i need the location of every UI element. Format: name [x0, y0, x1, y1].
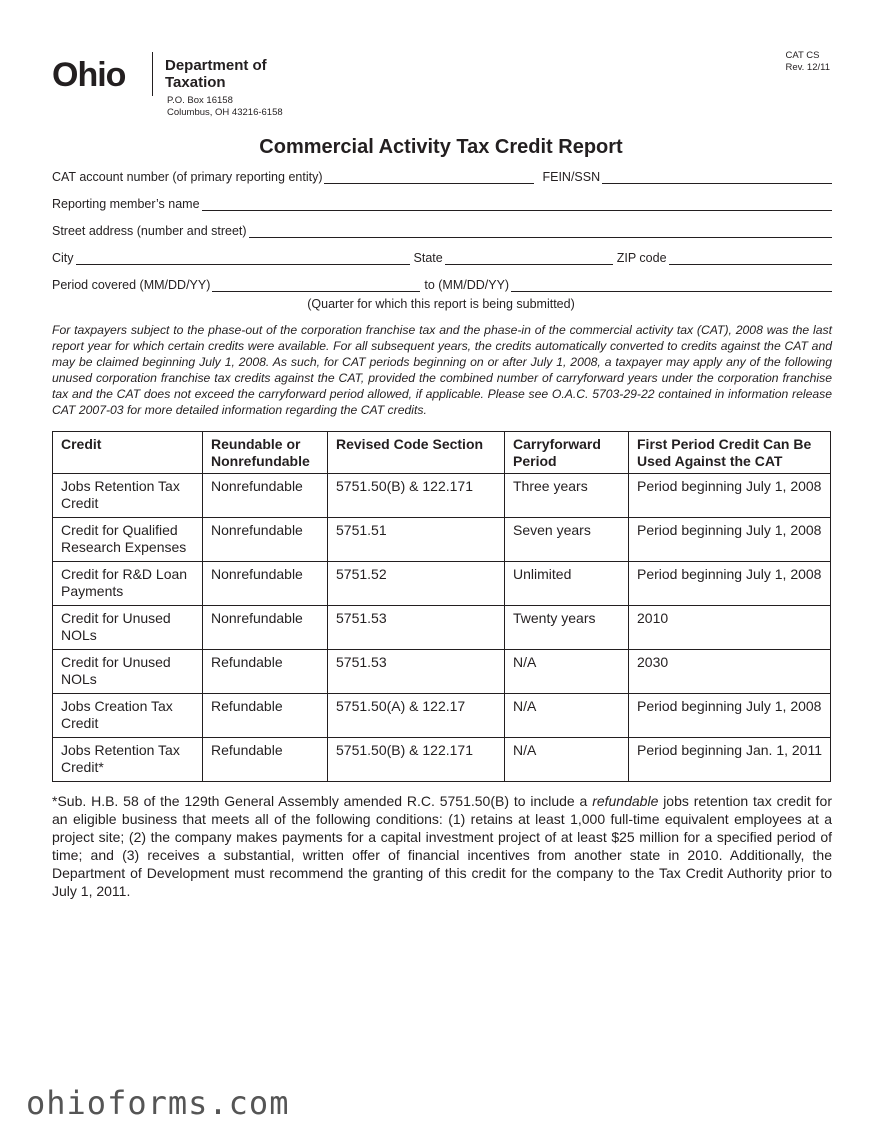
street-label: Street address (number and street) — [52, 224, 247, 238]
cell-credit: Jobs Creation Tax Credit — [53, 694, 203, 738]
address-line-2: Columbus, OH 43216-6158 — [167, 107, 283, 118]
cell-credit: Credit for Unused NOLs — [53, 650, 203, 694]
cell-refundable: Refundable — [203, 694, 328, 738]
cell-credit: Jobs Retention Tax Credit — [53, 474, 203, 518]
form-revision: Rev. 12/11 — [785, 62, 830, 73]
period-to-input-line[interactable] — [511, 279, 832, 292]
cell-code-section: 5751.51 — [328, 518, 505, 562]
period-to-label: to (MM/DD/YY) — [424, 278, 510, 292]
header-code-section: Revised Code Section — [328, 432, 505, 474]
header-credit: Credit — [53, 432, 203, 474]
cell-first-period: Period beginning Jan. 1, 2011 — [629, 738, 831, 782]
header-carryforward: Carryforward Period — [505, 432, 629, 474]
period-from-label: Period covered (MM/DD/YY) — [52, 278, 211, 292]
member-name-label: Reporting member’s name — [52, 197, 200, 211]
cell-carryforward: Unlimited — [505, 562, 629, 606]
cell-first-period: Period beginning July 1, 2008 — [629, 518, 831, 562]
table-row — [53, 606, 831, 650]
cell-refundable: Nonrefundable — [203, 606, 328, 650]
period-from-input-line[interactable] — [212, 279, 420, 292]
address-line-1: P.O. Box 16158 — [167, 95, 233, 106]
cell-code-section: 5751.53 — [328, 650, 505, 694]
state-input-line[interactable] — [445, 252, 613, 265]
cell-refundable: Nonrefundable — [203, 562, 328, 606]
cell-first-period: Period beginning July 1, 2008 — [629, 562, 831, 606]
cell-carryforward: N/A — [505, 650, 629, 694]
cat-account-label: CAT account number (of primary reporting entity) — [52, 170, 323, 184]
cell-carryforward: Twenty years — [505, 606, 629, 650]
fein-input-line[interactable] — [602, 171, 832, 184]
department-name — [165, 57, 267, 91]
table-row — [53, 518, 831, 562]
cell-code-section: 5751.50(B) & 122.171 — [328, 474, 505, 518]
cell-code-section: 5751.52 — [328, 562, 505, 606]
cell-refundable: Refundable — [203, 650, 328, 694]
cell-carryforward: Three years — [505, 474, 629, 518]
member-name-row — [52, 195, 832, 211]
fein-label: FEIN/SSN — [542, 170, 601, 184]
cell-refundable: Refundable — [203, 738, 328, 782]
quarter-note: (Quarter for which this report is being submitted) — [307, 297, 575, 311]
ohio-logo — [52, 50, 302, 120]
cell-carryforward: N/A — [505, 694, 629, 738]
cell-credit: Credit for R&D Loan Payments — [53, 562, 203, 606]
street-row — [52, 222, 832, 238]
table-row — [53, 694, 831, 738]
cell-credit: Credit for Qualified Research Expenses — [53, 518, 203, 562]
city-input-line[interactable] — [76, 252, 410, 265]
intro-paragraph: For taxpayers subject to the phase-out of the corporation franchise tax and the phase-in of the commercial activity tax (CAT), 2008 was the last report year for which certain credits were available. For all subsequent years, the credits automatically converted to credits against the CAT and may be claimed beginning July 1, 2008. As such, for CAT periods beginning on or after July 1, 2008, a taxpayer may apply any of the following unused corporation franchise tax credits against the CAT, provided the combined number of carryforward years under the corporation franchise tax and the CAT does not exceed the carryforward period allowed, if applicable. Please see O.A.C. 5703-29-22 contained in information release CAT 2007-03 for more detailed information regarding the CAT credits. — [52, 323, 832, 417]
department-address — [167, 95, 283, 119]
footnote-emphasis: refundable — [592, 793, 659, 809]
site-watermark: ohioforms.com — [26, 1084, 290, 1122]
zip-input-line[interactable] — [669, 252, 832, 265]
cell-credit: Jobs Retention Tax Credit* — [53, 738, 203, 782]
header-refundable: Reundable or Nonrefundable — [203, 432, 328, 474]
form-code-block — [785, 50, 830, 74]
cell-carryforward: N/A — [505, 738, 629, 782]
department-line-1: Department of — [165, 57, 267, 74]
cell-code-section: 5751.53 — [328, 606, 505, 650]
cell-first-period: Period beginning July 1, 2008 — [629, 474, 831, 518]
cell-carryforward: Seven years — [505, 518, 629, 562]
footnote — [52, 792, 832, 900]
cell-code-section: 5751.50(B) & 122.171 — [328, 738, 505, 782]
header-first-period: First Period Credit Can Be Used Against the CAT — [629, 432, 831, 474]
footnote-text-after: jobs retention tax credit for an eligible business that meets all of the following conditions: (1) retains at least 1,000 full-time equivalent employees at a project site; (2) the company makes payments for a capital investment project of at least $25 million for a specified period of time; and (3) receives a substantial, written offer of financial incentives from another state in 2010. Additionally, the Department of Development must recommend the granting of this credit for the company to the Tax Credit Authority prior to July 1, 2011. — [52, 793, 832, 899]
cell-refundable: Nonrefundable — [203, 518, 328, 562]
period-row — [52, 276, 832, 292]
table-header-row — [53, 432, 831, 474]
table-row — [53, 738, 831, 782]
cell-first-period: 2030 — [629, 650, 831, 694]
cell-first-period: 2010 — [629, 606, 831, 650]
logo-divider — [152, 52, 153, 96]
table-row — [53, 474, 831, 518]
member-name-input-line[interactable] — [202, 198, 832, 211]
city-state-zip-row — [52, 249, 832, 265]
city-label: City — [52, 251, 74, 265]
page-title: Commercial Activity Tax Credit Report — [259, 136, 623, 158]
table-row — [53, 562, 831, 606]
cell-credit: Credit for Unused NOLs — [53, 606, 203, 650]
logo-wordmark: Ohio — [52, 56, 126, 94]
cell-code-section: 5751.50(A) & 122.17 — [328, 694, 505, 738]
cell-refundable: Nonrefundable — [203, 474, 328, 518]
cat-account-row — [52, 168, 832, 184]
cat-account-input-line[interactable] — [324, 171, 534, 184]
department-line-2: Taxation — [165, 74, 226, 91]
zip-label: ZIP code — [616, 251, 667, 265]
cell-first-period: Period beginning July 1, 2008 — [629, 694, 831, 738]
state-label: State — [413, 251, 443, 265]
form-code: CAT CS — [785, 50, 820, 61]
street-input-line[interactable] — [249, 225, 832, 238]
credits-table — [52, 431, 831, 782]
footnote-text-before: *Sub. H.B. 58 of the 129th General Assembly amended R.C. 5751.50(B) to include a — [52, 793, 593, 809]
table-row — [53, 650, 831, 694]
